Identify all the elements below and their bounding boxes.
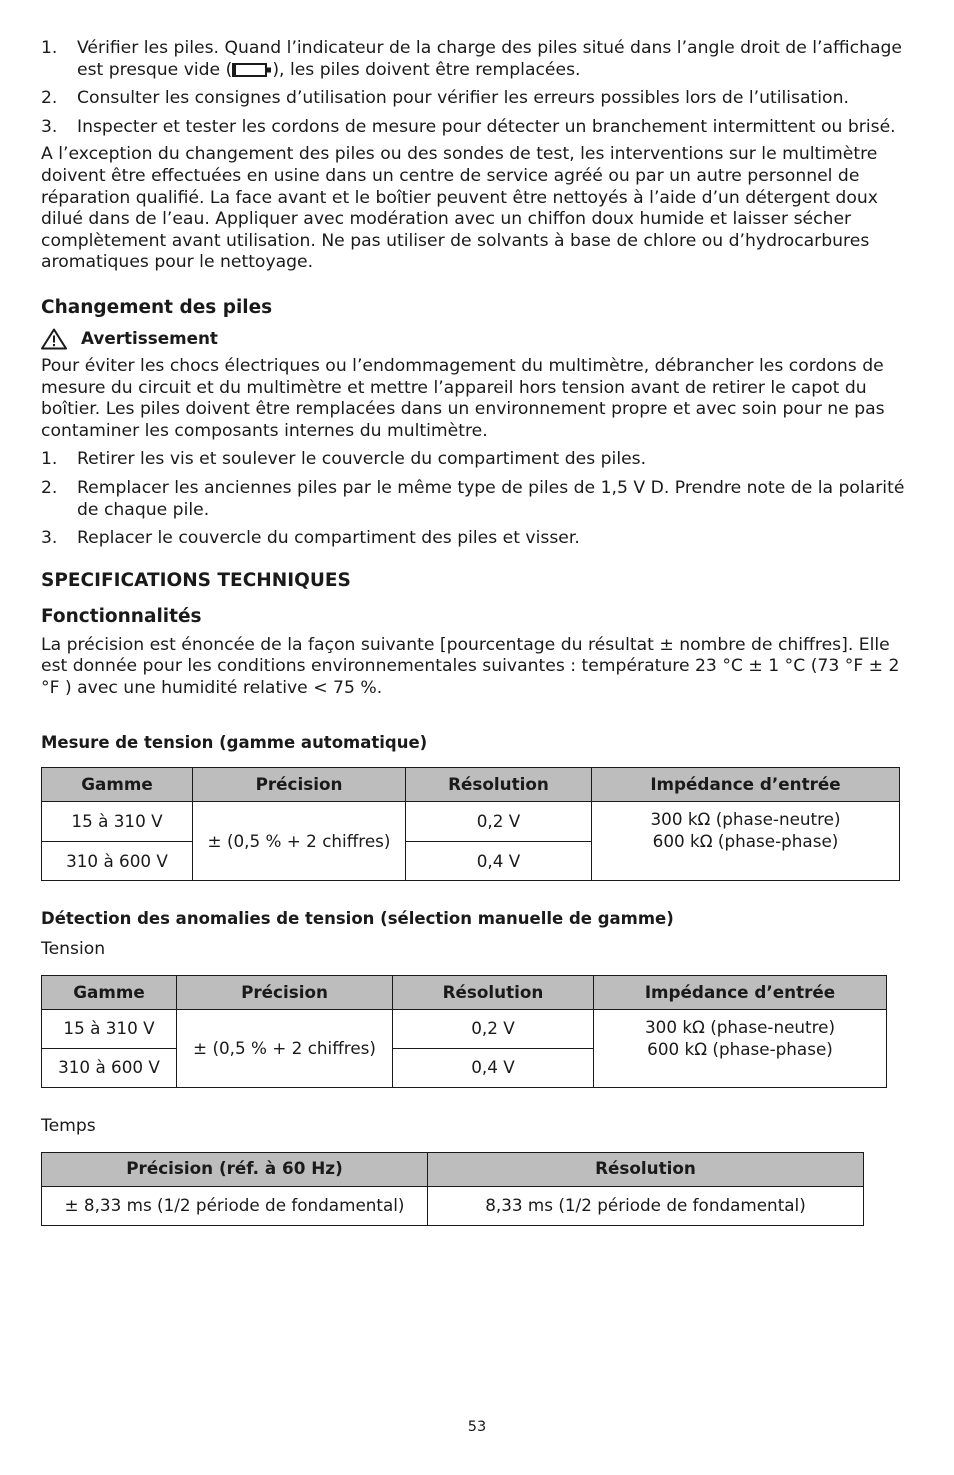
step-number: 3. xyxy=(41,528,58,549)
table2-subtitle: Tension xyxy=(41,939,106,960)
table3-subtitle: Temps xyxy=(41,1116,96,1137)
list-item xyxy=(41,88,911,110)
impedance-line: 600 kΩ (phase-phase) xyxy=(647,1039,833,1060)
table-header-row xyxy=(42,768,900,802)
table-row xyxy=(42,1186,864,1225)
list-item xyxy=(41,528,911,550)
table-row xyxy=(42,1010,887,1049)
table2-title: Détection des anomalies de tension (sélection manuelle de gamme) xyxy=(41,909,674,929)
table-cell xyxy=(594,1010,887,1088)
maintenance-steps xyxy=(41,38,911,138)
table-cell: ± (0,5 % + 2 chiffres) xyxy=(193,802,406,881)
warning-label: Avertissement xyxy=(81,328,218,349)
warning-triangle-icon xyxy=(41,328,67,350)
step-number: 1. xyxy=(41,449,58,470)
step-text: Replacer le couvercle du compartiment des piles et visser. xyxy=(77,528,580,549)
page-content xyxy=(41,38,911,1226)
table-cell: ± (0,5 % + 2 chiffres) xyxy=(177,1010,393,1088)
battery-heading: Changement des piles xyxy=(41,296,273,318)
table-cell: 0,2 V xyxy=(393,1010,594,1049)
column-header: Gamme xyxy=(42,976,177,1010)
table-row xyxy=(42,802,900,842)
list-item xyxy=(41,38,911,81)
page-number: 53 xyxy=(467,1419,487,1435)
table-cell xyxy=(592,802,900,881)
list-item xyxy=(41,449,911,471)
step-text: Consulter les consignes d’utilisation pour vérifier les erreurs possibles lors de l’utilisation. xyxy=(77,88,849,109)
voltage-table xyxy=(41,767,900,881)
table1-title: Mesure de tension (gamme automatique) xyxy=(41,733,428,753)
step-text: Inspecter et tester les cordons de mesure pour détecter un branchement intermittent ou brisé. xyxy=(77,116,896,137)
column-header: Impédance d’entrée xyxy=(594,976,887,1010)
specs-subheading: Fonctionnalités xyxy=(41,605,202,627)
table-cell: ± 8,33 ms (1/2 période de fondamental) xyxy=(42,1186,428,1225)
column-header: Précision xyxy=(193,768,406,802)
table-cell: 0,4 V xyxy=(393,1049,594,1088)
step-number: 2. xyxy=(41,477,58,498)
step-number: 3. xyxy=(41,116,58,137)
anomaly-voltage-table xyxy=(41,975,887,1088)
step-text: Retirer les vis et soulever le couvercle du compartiment des piles. xyxy=(77,449,647,470)
column-header: Impédance d’entrée xyxy=(592,768,900,802)
table-cell: 310 à 600 V xyxy=(42,842,193,881)
column-header: Gamme xyxy=(42,768,193,802)
specs-intro: La précision est énoncée de la façon suivante [pourcentage du résultat ± nombre de chiffres]. Elle est donnée pour les conditions environnementales suivantes : température 23 °C ± 1 °C (73 °F ± 2 °F ) avec une humidité relative < 75 %. xyxy=(41,634,900,698)
table-cell: 0,2 V xyxy=(406,802,592,842)
battery-steps xyxy=(41,449,911,549)
column-header: Résolution xyxy=(393,976,594,1010)
column-header: Précision (réf. à 60 Hz) xyxy=(42,1152,428,1186)
list-item xyxy=(41,117,911,139)
specs-heading: SPECIFICATIONS TECHNIQUES xyxy=(41,569,351,591)
table-header-row xyxy=(42,976,887,1010)
impedance-line: 600 kΩ (phase-phase) xyxy=(652,831,839,852)
table-cell: 15 à 310 V xyxy=(42,802,193,842)
table-cell: 8,33 ms (1/2 période de fondamental) xyxy=(428,1186,864,1225)
step-text: Remplacer les anciennes piles par le même type de piles de 1,5 V D. Prendre note de la polarité de chaque pile. xyxy=(77,477,905,520)
table-cell: 310 à 600 V xyxy=(42,1049,177,1088)
step-number: 1. xyxy=(41,38,58,58)
table-cell: 15 à 310 V xyxy=(42,1010,177,1049)
table-cell: 0,4 V xyxy=(406,842,592,881)
column-header: Précision xyxy=(177,976,393,1010)
timing-table xyxy=(41,1152,864,1226)
table-header-row xyxy=(42,1152,864,1186)
service-paragraph: A l’exception du changement des piles ou des sondes de test, les interventions sur le multimètre doivent être effectuées en usine dans un centre de service agréé ou par un autre personnel de réparation qualifié. La face avant et le boîtier peuvent être nettoyés à l’aide d’un détergent doux dilué dans de l’eau. Appliquer avec modération avec un chiffon doux humide et laisser sécher complètement avant utilisation. Ne pas utiliser de solvants à base de chlore ou d’hydrocarbures aromatiques pour le nettoyage. xyxy=(41,144,878,273)
list-item xyxy=(41,478,911,521)
step-text: Vérifier les piles. Quand l’indicateur de la charge des piles situé dans l’angle droit de l’affichage est presque vide ( ), les piles doivent être remplacées. xyxy=(77,38,902,80)
column-header: Résolution xyxy=(428,1152,864,1186)
warning-text: Pour éviter les chocs électriques ou l’endommagement du multimètre, débrancher les cordons de mesure du circuit et du multimètre et mettre l’appareil hors tension avant de retirer le capot du boîtier. Les piles doivent être remplacées dans un environnement propre et avec soin pour ne pas contaminer les composants internes du multimètre. xyxy=(41,355,885,441)
warning-heading xyxy=(41,328,911,350)
column-header: Résolution xyxy=(406,768,592,802)
battery-empty-icon xyxy=(232,63,272,77)
step-number: 2. xyxy=(41,88,58,109)
impedance-line: 300 kΩ (phase-neutre) xyxy=(644,1017,836,1038)
impedance-line: 300 kΩ (phase-neutre) xyxy=(650,809,841,830)
